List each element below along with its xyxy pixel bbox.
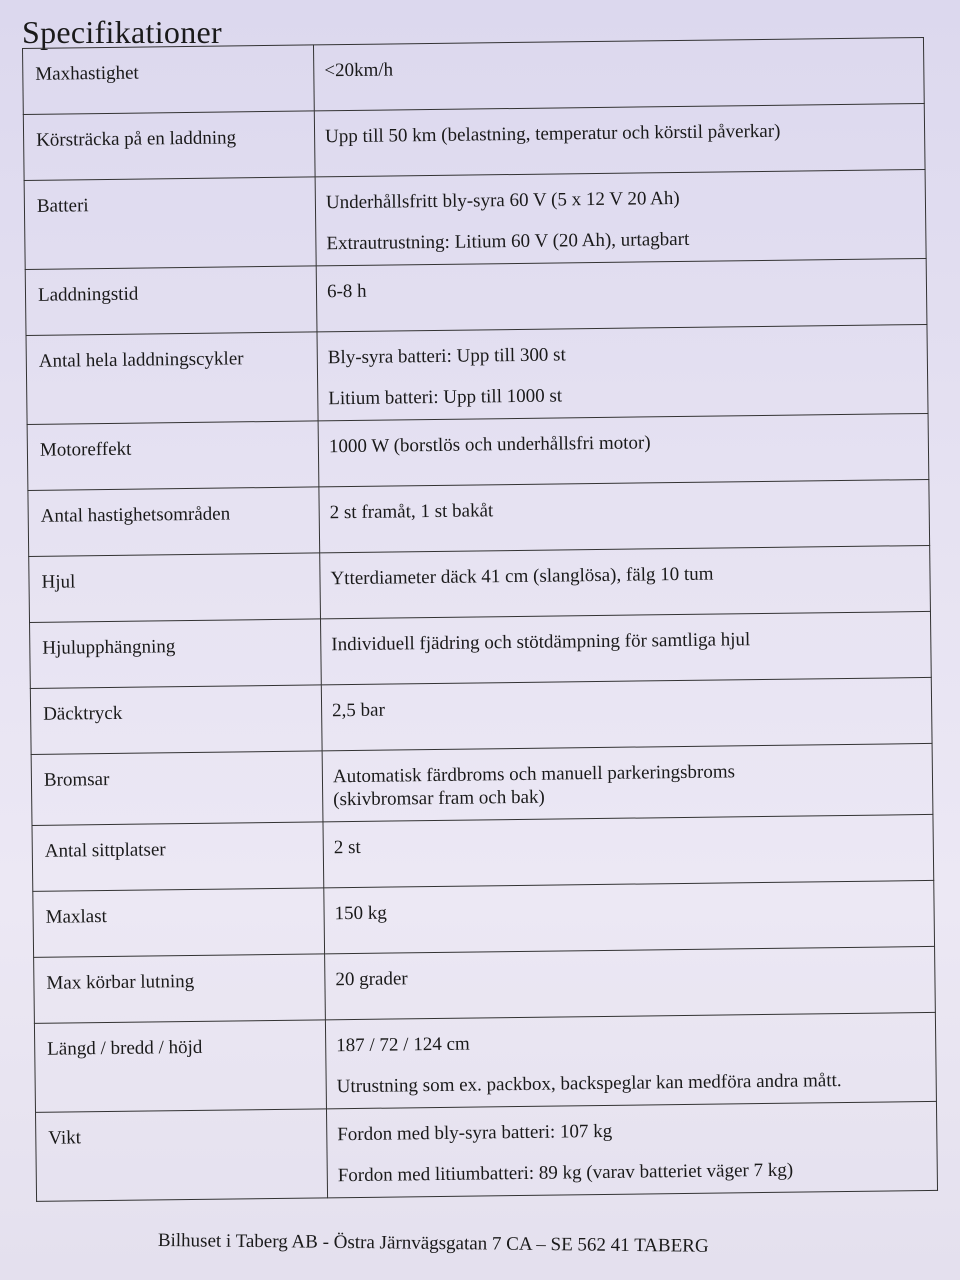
spec-value-cell	[321, 677, 932, 750]
spec-row	[23, 103, 925, 180]
spec-value: Upp till 50 km (belastning, temperatur och körstil påverkar)	[324, 120, 781, 148]
spec-row	[25, 258, 927, 335]
spec-label: Hjul	[29, 553, 321, 623]
spec-label: Antal sittplatser	[32, 822, 324, 892]
spec-value: 2 st	[333, 836, 361, 859]
spec-value: Ytterdiameter däck 41 cm (slanglösa), fälg 10 tum	[330, 563, 714, 590]
spec-value: Underhållsfritt bly-syra 60 V (5 x 12 V 20 Ah)	[325, 187, 680, 214]
spec-label: Antal hela laddningscykler	[26, 332, 318, 425]
spec-value: Litium batteri: Upp till 1000 st	[328, 385, 563, 410]
spec-row	[27, 413, 929, 490]
spec-value-cell	[318, 413, 929, 486]
spec-label: Maxhastighet	[23, 45, 315, 115]
spec-value-cell	[316, 258, 927, 331]
spec-row	[34, 1012, 936, 1112]
spec-value: Individuell fjädring och stötdämpning för samtliga hjul	[331, 629, 751, 656]
spec-value-cell	[319, 479, 930, 552]
spec-value: Bly-syra batteri: Upp till 300 st	[327, 344, 566, 369]
spec-label: Körsträcka på en laddning	[23, 111, 315, 181]
spec-value-cell	[313, 37, 924, 110]
spec-label: Däcktryck	[30, 685, 322, 755]
spec-row	[28, 479, 930, 556]
spec-value: 150 kg	[334, 902, 387, 925]
spec-value: <20km/h	[324, 59, 394, 82]
spec-label: Bromsar	[31, 751, 323, 826]
spec-value-cell	[320, 611, 931, 684]
spec-row	[31, 743, 933, 825]
spec-value: Utrustning som ex. packbox, backspeglar kan medföra andra mått.	[336, 1070, 842, 1098]
specifications-table	[22, 37, 938, 1202]
spec-row	[30, 677, 932, 754]
page-title: Specifikationer	[22, 14, 222, 50]
spec-label: Motoreffekt	[27, 421, 319, 491]
spec-label: Längd / bredd / höjd	[34, 1020, 326, 1113]
spec-value-cell	[325, 1012, 936, 1108]
footer-address: Bilhuset i Taberg AB - Östra Järnvägsgatan 7 CA – SE 562 41 TABERG	[157, 1230, 709, 1257]
spec-value: 2 st framåt, 1 st bakåt	[329, 500, 494, 524]
spec-row	[33, 880, 935, 957]
spec-label: Maxlast	[33, 888, 325, 958]
spec-value: Fordon med bly-syra batteri: 107 kg	[337, 1120, 613, 1146]
spec-value-cell	[326, 1101, 937, 1197]
spec-value: 1000 W (borstlös och underhållsfri motor)	[328, 432, 651, 458]
specifications-table-body	[23, 37, 938, 1201]
spec-row	[32, 814, 934, 891]
spec-label: Vikt	[36, 1109, 328, 1202]
spec-row	[29, 545, 931, 622]
spec-value-cell	[314, 103, 925, 176]
spec-value: (skivbromsar fram och bak)	[333, 786, 545, 811]
spec-value: Extrautrustning: Litium 60 V (20 Ah), urtagbart	[326, 228, 690, 255]
spec-row	[36, 1101, 938, 1201]
spec-value: 6-8 h	[326, 280, 367, 303]
spec-value-cell	[324, 880, 935, 953]
spec-row	[26, 324, 928, 424]
spec-row	[34, 946, 936, 1023]
spec-value-cell	[317, 324, 928, 420]
spec-value: Fordon med litiumbatteri: 89 kg (varav batteriet väger 7 kg)	[337, 1159, 794, 1187]
spec-label: Max körbar lutning	[34, 954, 326, 1024]
spec-value: 20 grader	[335, 968, 408, 991]
spec-value-cell	[320, 545, 931, 618]
spec-value: Automatisk färdbroms och manuell parkeringsbroms	[332, 761, 736, 788]
spec-value-cell	[325, 946, 936, 1019]
spec-label: Laddningstid	[25, 266, 317, 336]
spec-value: 2,5 bar	[331, 699, 386, 722]
spec-value-cell	[315, 169, 926, 265]
spec-label: Antal hastighetsområden	[28, 487, 320, 557]
spec-row	[24, 169, 926, 269]
spec-row	[30, 611, 932, 688]
spec-label: Hjulupphängning	[30, 619, 322, 689]
spec-value-cell	[323, 814, 934, 887]
spec-row	[23, 37, 925, 114]
spec-label: Batteri	[24, 177, 316, 270]
spec-value: 187 / 72 / 124 cm	[336, 1033, 470, 1057]
spec-value-cell	[322, 743, 933, 821]
